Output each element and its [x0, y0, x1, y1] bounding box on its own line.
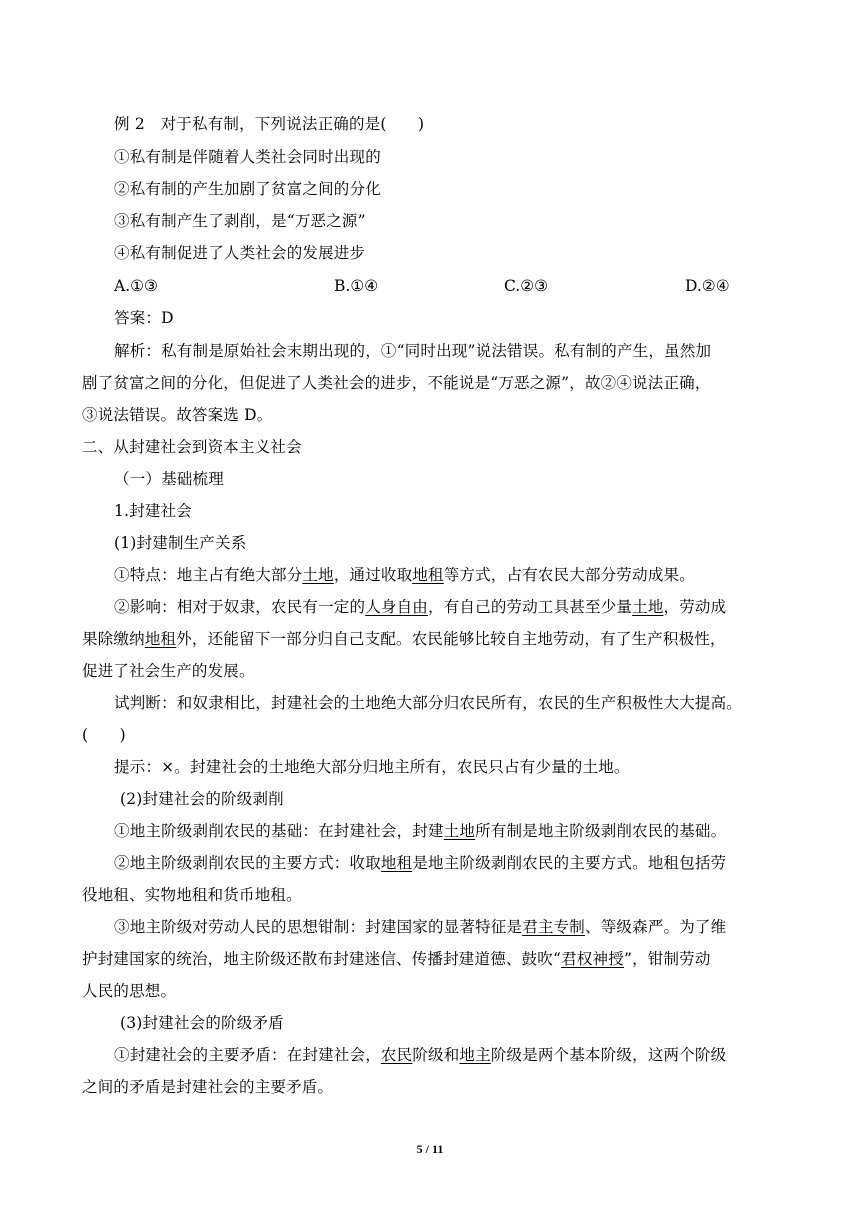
analysis-line-1: 解析：私有制是原始社会末期出现的，①“同时出现”说法错误。私有制的产生，虽然加 — [114, 342, 712, 360]
answer: 答案：D — [114, 309, 174, 327]
p3-title: (3)封建社会的阶级矛盾 — [120, 1014, 284, 1032]
blank-freedom: 人身自由 — [365, 598, 429, 616]
sub-heading: （一）基础梳理 — [114, 470, 224, 488]
p1-title: (1)封建制生产关系 — [114, 534, 247, 552]
section-heading: 二、从封建社会到资本主义社会 — [82, 438, 302, 456]
p2-thought-line-1: ③地主阶级对劳动人民的思想钳制：封建国家的显著特征是君主专制、等级森严。为了维 — [114, 918, 727, 936]
blank-rent: 地租 — [412, 566, 444, 584]
blank-rent: 地租 — [380, 854, 413, 872]
blank-land: 土地 — [302, 566, 334, 584]
p1-trait: ①特点：地主占有绝大部分土地，通过收取地租等方式，占有农民大部分劳动成果。 — [114, 566, 695, 584]
p2-title: (2)封建社会的阶级剥削 — [120, 790, 284, 808]
hint: 提示：×。封建社会的土地绝大部分归地主所有，农民只占有少量的土地。 — [114, 758, 630, 776]
option-c: C.②③ — [504, 277, 549, 295]
example-question: 例 2 对于私有制，下列说法正确的是( ) — [114, 115, 425, 133]
option-b: B.①④ — [334, 277, 379, 295]
analysis-line-3: ③说法错误。故答案选 D。 — [82, 406, 273, 424]
p2-thought-line-2: 护封建国家的统治，地主阶级还散布封建迷信、传播封建道德、鼓吹“君权神授”，钳制劳动 — [82, 950, 711, 968]
example-item-4: ④私有制促进了人类社会的发展进步 — [114, 244, 366, 262]
blank-peasant: 农民 — [380, 1046, 413, 1064]
option-a: A.①③ — [114, 277, 158, 295]
example-item-3: ③私有制产生了剥削，是“万恶之源” — [114, 212, 366, 230]
topic-title: 1.封建社会 — [114, 502, 192, 520]
p2-basis: ①地主阶级剥削农民的基础：在封建社会，封建土地所有制是地主阶级剥削农民的基础。 — [114, 822, 727, 840]
example-item-2: ②私有制的产生加剧了贫富之间的分化 — [114, 180, 381, 198]
analysis-line-2: 剧了贫富之间的分化，但促进了人类社会的进步，不能说是“万恶之源”，故②④说法正确， — [82, 374, 711, 392]
judge-question: 试判断：和奴隶相比，封建社会的土地绝大部分归农民所有，农民的生产积极性大大提高。 — [114, 694, 743, 712]
p2-method-line-2: 役地租、实物地租和货币地租。 — [82, 886, 302, 904]
p2-method-line-1: ②地主阶级剥削农民的主要方式：收取地租是地主阶级剥削农民的主要方式。地租包括劳 — [114, 854, 727, 872]
page-number: 5 / 11 — [416, 1142, 444, 1156]
blank-autocracy: 君主专制 — [522, 918, 586, 936]
example-item-1: ①私有制是伴随着人类社会同时出现的 — [114, 148, 381, 166]
p1-impact-line-3: 促进了社会生产的发展。 — [82, 662, 255, 680]
p2-thought-line-3: 人民的思想。 — [82, 982, 177, 1000]
p3-contradiction-line-1: ①封建社会的主要矛盾：在封建社会，农民阶级和地主阶级是两个基本阶级，这两个阶级 — [114, 1046, 727, 1064]
p3-contradiction-line-2: 之间的矛盾是封建社会的主要矛盾。 — [82, 1078, 334, 1096]
blank-rent: 地租 — [144, 630, 177, 648]
judge-blank: ( ) — [82, 726, 126, 744]
blank-land: 土地 — [632, 598, 664, 616]
blank-divine-right: 君权神授 — [561, 950, 624, 968]
option-d: D.②④ — [685, 277, 730, 295]
p1-impact-line-2: 果除缴纳地租外，还能留下一部分归自己支配。农民能够比较自主地劳动，有了生产积极性， — [82, 630, 726, 648]
p1-impact-line-1: ②影响：相对于奴隶，农民有一定的人身自由，有自己的劳动工具甚至少量土地，劳动成 — [114, 598, 727, 616]
blank-landlord: 地主 — [459, 1046, 491, 1064]
blank-land: 土地 — [443, 822, 476, 840]
